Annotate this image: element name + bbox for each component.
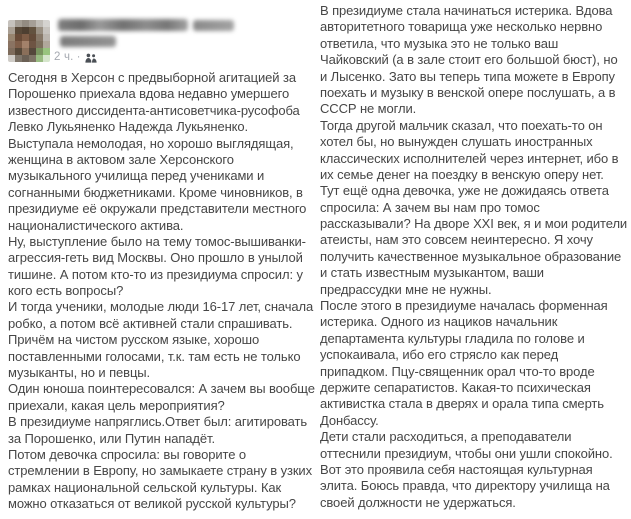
text-line: атеисты, нам это совсем неинтересно. Я хочу	[320, 232, 593, 248]
text-line: кого есть вопросы?	[8, 283, 124, 299]
text-line: Чайковский (а в зале стоит его большой бюст), но	[320, 52, 618, 68]
text-line: припадком. Пцу-священник орал что-то вроде	[320, 363, 595, 379]
text-line: президиуме её окружали представители местного	[8, 201, 307, 217]
text-line: Тогда другой мальчик сказал, что поехать-то он	[320, 117, 603, 133]
text-line: и Лысенко. Зато вы теперь типа можете в Европу	[320, 68, 615, 84]
text-line: за Порошенко, или Путин нападёт.	[8, 430, 215, 446]
post-text-column-right	[320, 3, 629, 511]
text-line: Причём на чистом русском языке, хорошо	[8, 332, 260, 348]
text-line: департамента культуры гладила по голове и	[320, 330, 585, 346]
text-line: получить качественное музыкальное образование	[320, 248, 622, 264]
text-line: ответила, что музыка это не только ваш	[320, 35, 559, 51]
text-line: музыкального училища перед учениками и	[8, 168, 265, 184]
text-line: успокаивала, ибо его стрясло как перед	[320, 347, 559, 363]
text-line: Один юноша поинтересовался: А зачем вы вообще	[8, 381, 315, 397]
text-line: и стать известным музыкантом, ваши	[320, 265, 544, 281]
text-line: спросила: А зачем вы нам про томос	[320, 199, 540, 215]
redacted-author-name[interactable]	[58, 19, 188, 31]
pixelated-avatar-image	[8, 20, 50, 62]
text-line: Вот это проявила себя настоящая культурная	[320, 461, 593, 477]
text-line: Левко Лукьяненко Надежда Лукьяненко.	[8, 119, 249, 135]
text-line: Дети стали расходиться, а преподаватели	[320, 429, 572, 445]
redacted-author-name-line2	[60, 36, 116, 47]
text-line: После этого в президиуме началась форменная	[320, 298, 608, 314]
text-line: Сегодня в Херсон с предвыборной агитацией за	[8, 70, 296, 85]
text-line: их семье денег на поездку в венскую оперу нет.	[320, 166, 604, 182]
text-line: женщина в актовом зале Херсонского	[8, 151, 234, 167]
text-line: поставленными голосами, т.к. там есть не только	[8, 348, 301, 364]
meta-separator: ·	[76, 51, 81, 63]
text-line: Ну, выступление было на тему томос-вышиванки-	[8, 233, 306, 249]
friends-privacy-icon	[85, 53, 97, 63]
text-line: известного диссидента-антисоветчика-русофоба	[8, 102, 300, 118]
text-line: поехать и музыку в венской опере послушать, а в	[320, 84, 616, 100]
text-line: авторитетного товарища уже несколько нервно	[320, 19, 603, 35]
text-line: В президиуме напряглись.Ответ был: агитировать	[8, 414, 307, 430]
text-line: тишине. А потом кто-то из президиума спросил: у	[8, 266, 303, 282]
text-line: Выступала немолодая, но хорошо выглядящая,	[8, 135, 294, 151]
post-text-column-left	[8, 70, 315, 513]
text-line: стремлении в Европу, но замыкаете страну в узких	[8, 463, 312, 479]
post-meta	[54, 50, 97, 64]
text-line: Порошенко приехала вдова недавно умершего	[8, 86, 290, 102]
timestamp[interactable]: 2 ч.	[54, 51, 74, 63]
text-line: робко, а потом всё активней стали спрашивать.	[8, 315, 293, 331]
text-line: Тут ещё одна девочка, уже не дожидаясь ответа	[320, 183, 609, 199]
post-header	[0, 0, 320, 70]
text-line: Потом девочка спросила: вы говорите о	[8, 446, 246, 462]
text-line: предрассудки мне не нужны.	[320, 281, 492, 297]
text-line: классических исполнителей через интернет, ибо в	[320, 150, 619, 166]
text-line: И тогда ученики, молодые люди 16-17 лет, сначала	[8, 299, 314, 315]
text-line: Донбассу.	[320, 412, 379, 428]
text-line: хотел бы, но вынужден слушать иностранных	[320, 134, 593, 150]
text-line: можно отказаться от великой русской культуры?	[8, 496, 296, 512]
text-line: активистка стала в дверях и орала типа смерть	[320, 396, 604, 412]
text-line: В президиуме стала начинаться истерика. Вдова	[320, 3, 613, 18]
text-line: элита. Боюсь правда, что директору училища на	[320, 478, 610, 494]
text-line: СССР не могли.	[320, 101, 417, 117]
text-line: националистического актива.	[8, 217, 184, 233]
text-line: приехали, какая цель мероприятия?	[8, 397, 225, 413]
text-line: рамках национальной сельской культуры. Как	[8, 479, 282, 495]
text-line: музыканты, но и певцы.	[8, 365, 151, 381]
text-line: агрессия-геть вид Москвы. Оно прошло в унылой	[8, 250, 303, 266]
avatar[interactable]	[8, 20, 50, 62]
redacted-author-name-suffix	[193, 20, 234, 31]
text-line: оттеснили президиум, чтобы они ушли спокойно.	[320, 445, 613, 461]
text-line: истерика. Одного из нациков начальник	[320, 314, 558, 330]
text-line: своей должности не удержаться.	[320, 494, 516, 510]
text-line: рассказывали? На дворе XXI век, я и мои родители	[320, 216, 628, 232]
text-line: согнанными бюджетниками. Кроме чиновников, в	[8, 184, 303, 200]
text-line: держите сепаратистов. Какая-то психическая	[320, 379, 591, 395]
